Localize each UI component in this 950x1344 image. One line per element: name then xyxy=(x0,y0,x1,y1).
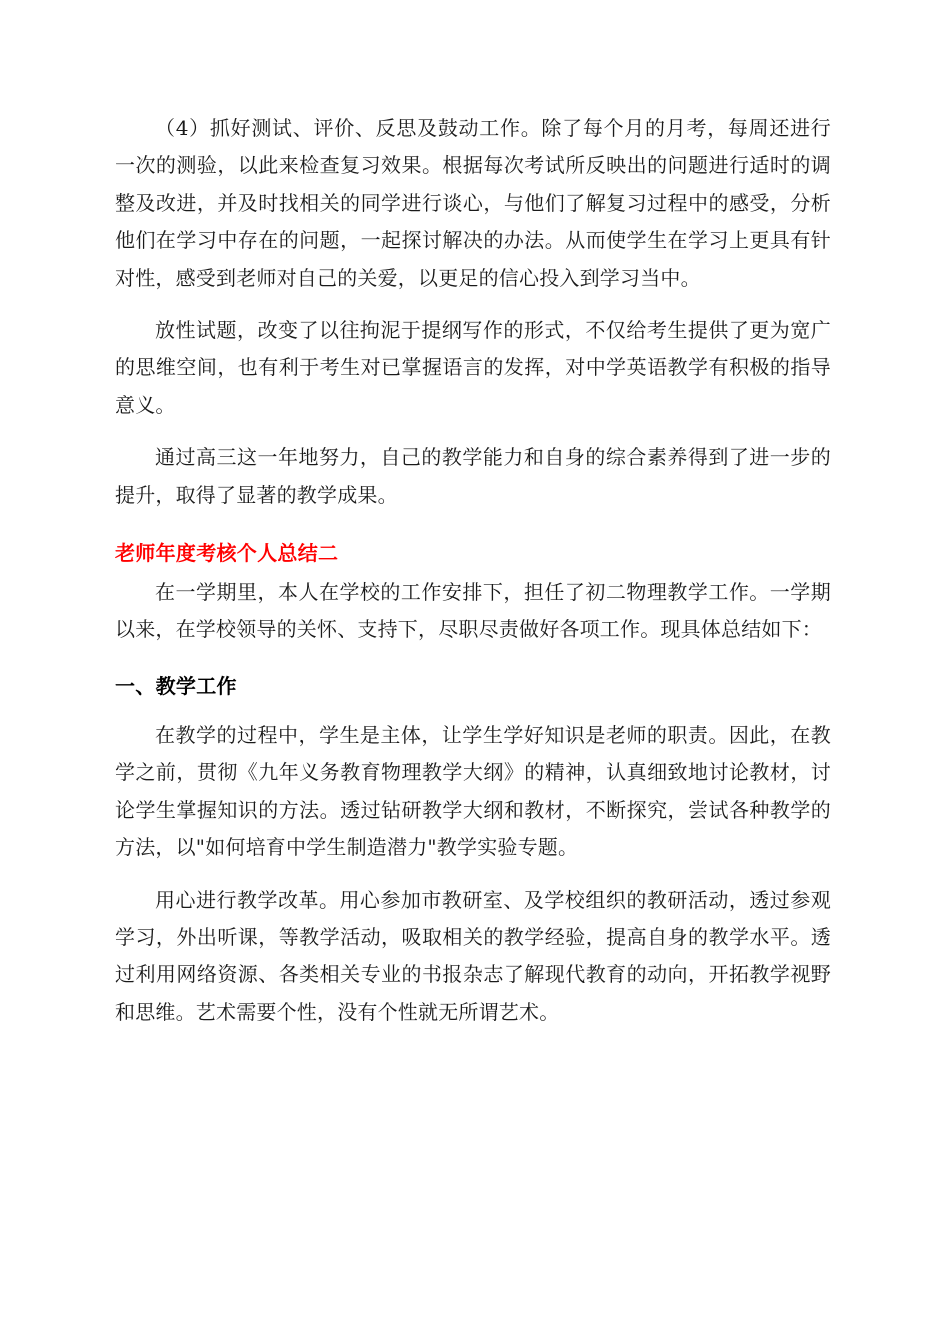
paragraph-teaching-process: 在教学的过程中，学生是主体，让学生学好知识是老师的职责。因此，在教学之前，贯彻《九年义务教育物理教学大纲》的精神，认真细致地讨论教材，讨论学生掌握知识的方法。透过钻研教学大纲和教材，不断探究，尝试各种教学的方法，以"如何培育中学生制造潜力"教学实验专题。 xyxy=(115,722,831,860)
paragraph-open-questions: 放性试题，改变了以往拘泥于提纲写作的形式，不仅给考生提供了更为宽广的思维空间，也有利于考生对已掌握语言的发挥，对中学英语教学有积极的指导意义。 xyxy=(115,318,831,417)
paragraph-year-summary: 通过高三这一年地努力，自己的教学能力和自身的综合素养得到了进一步的提升，取得了显著的教学成果。 xyxy=(115,445,831,507)
paragraph-teaching-reform: 用心进行教学改革。用心参加市教研室、及学校组织的教研活动，透过参观学习，外出听课，等教学活动，吸取相关的教学经验，提高自身的教学水平。透过利用网络资源、各类相关专业的书报杂志了解现代教育的动向，开拓教学视野和思维。艺术需要个性，没有个性就无所谓艺术。 xyxy=(115,887,831,1024)
paragraph-review-testing: （4）抓好测试、评价、反思及鼓动工作。除了每个月的月考，每周还进行一次的测验，以此来检查复习效果。根据每次考试所反映出的问题进行适时的调整及改进，并及时找相关的同学进行谈心，与他们了解复习过程中的感受，分析他们在学习中存在的问题，一起探讨解决的办法。从而使学生在学习上更具有针对性，感受到老师对自己的关爱，以更足的信心投入到学习当中。 xyxy=(115,116,831,290)
subsection-title: 一、教学工作 xyxy=(115,673,237,698)
document-body xyxy=(115,110,831,1031)
paragraph-section-intro: 在一学期里，本人在学校的工作安排下，担任了初二物理教学工作。一学期以来，在学校领导的关怀、支持下，尽职尽责做好各项工作。现具体总结如下： xyxy=(115,580,831,642)
section-title: 老师年度考核个人总结二 xyxy=(115,541,339,566)
